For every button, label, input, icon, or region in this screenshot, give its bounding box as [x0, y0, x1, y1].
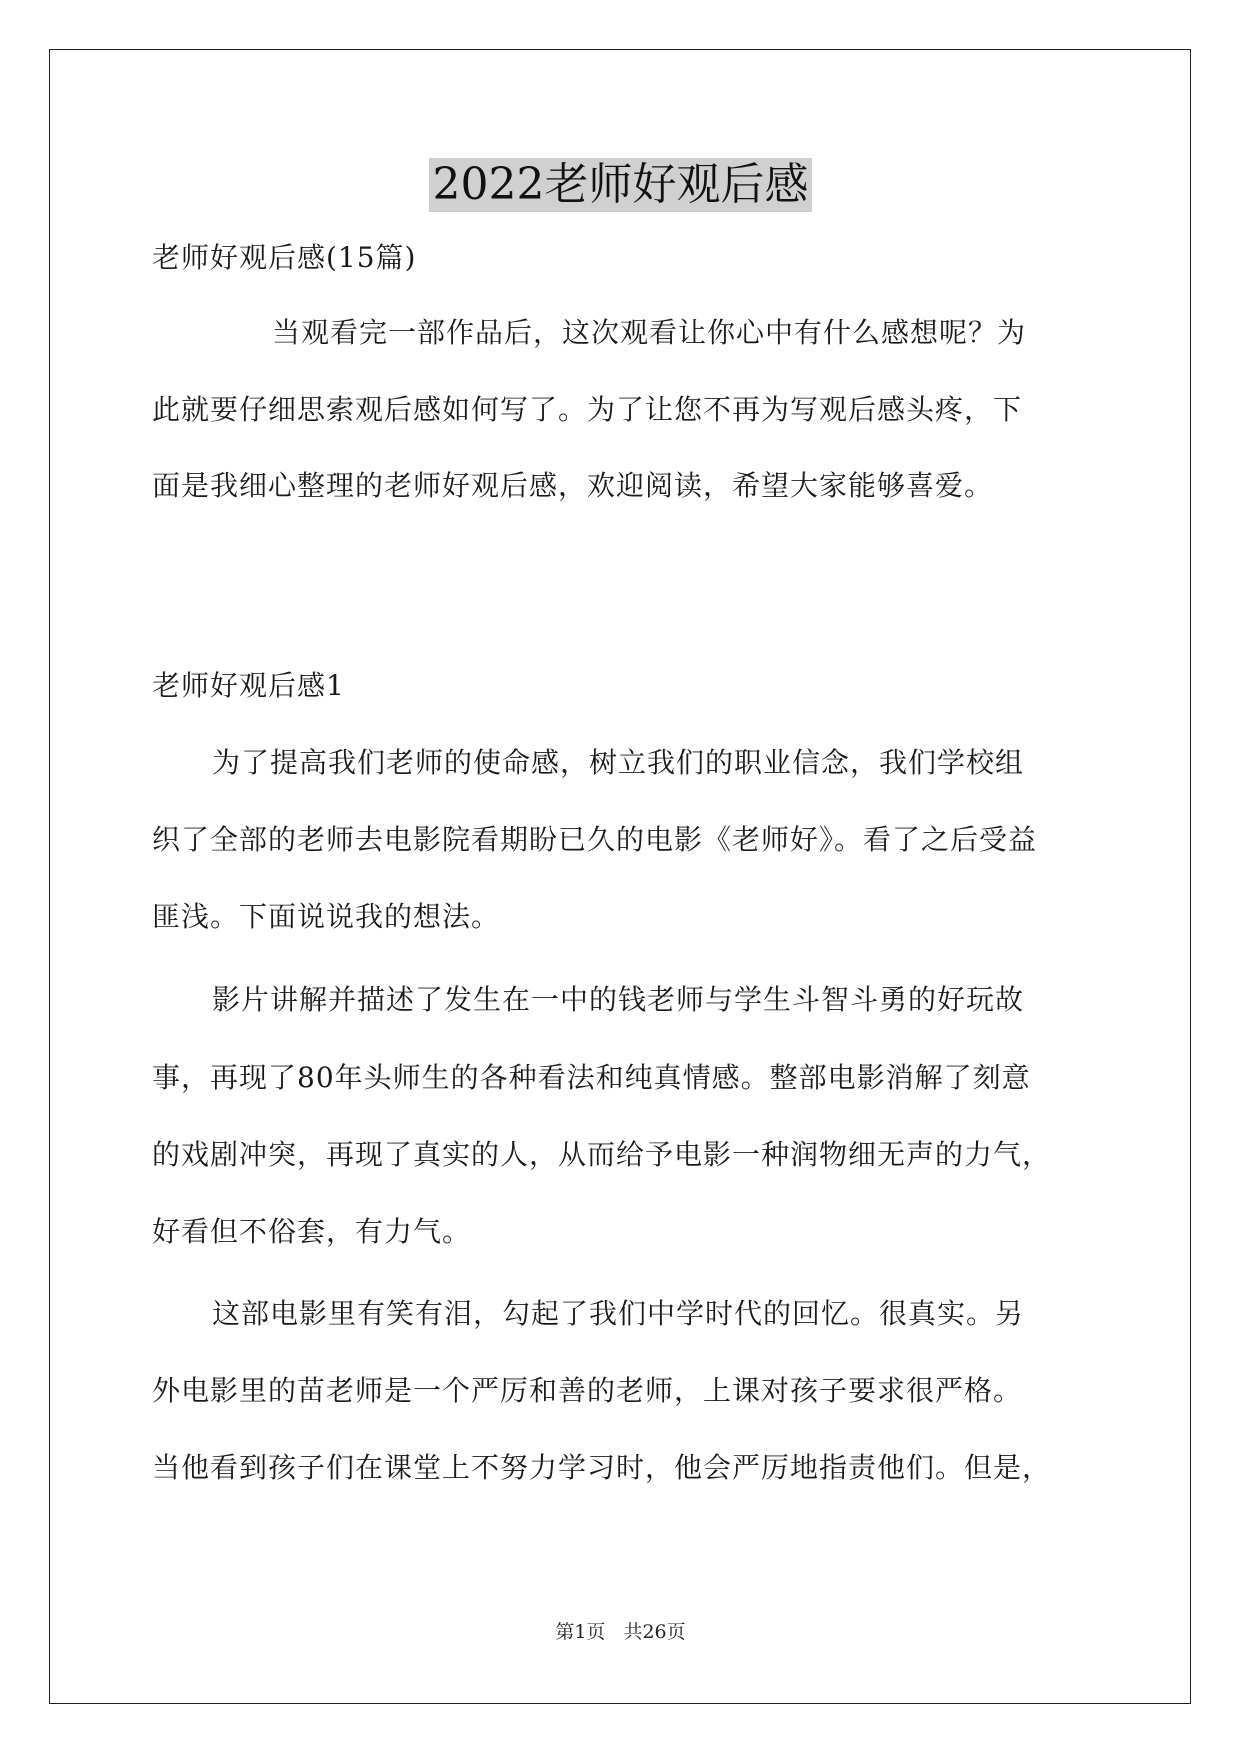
- intro-line: 当观看完一部作品后，这次观看让你心中有什么感想呢？为: [272, 316, 1027, 349]
- body-line: 匪浅。下面说说我的想法。: [152, 900, 501, 933]
- title-container: [0, 158, 1241, 212]
- body-line: 织了全部的老师去电影院看期盼已久的电影《老师好》。看了之后受益: [152, 823, 1038, 856]
- page-total: 共26页: [623, 1621, 686, 1643]
- document-title: 2022老师好观后感: [429, 158, 813, 212]
- intro-line: 此就要仔细思索观后感如何写了。为了让您不再为写观后感头疼，下: [152, 393, 1023, 426]
- body-line: 这部电影里有笑有泪，勾起了我们中学时代的回忆。很真实。另: [212, 1297, 1025, 1330]
- body-line: 的戏剧冲突，再现了真实的人，从而给予电影一种润物细无声的力气，: [152, 1138, 1052, 1171]
- body-line: 为了提高我们老师的使命感，树立我们的职业信念，我们学校组: [212, 746, 1025, 779]
- page-number: 第1页: [555, 1621, 606, 1643]
- body-line: 好看但不俗套，有力气。: [152, 1215, 472, 1248]
- document-subtitle: 老师好观后感(15篇): [152, 241, 417, 274]
- section-heading: 老师好观后感1: [152, 669, 345, 702]
- body-line: 外电影里的苗老师是一个严厉和善的老师，上课对孩子要求很严格。: [152, 1374, 1023, 1407]
- intro-line: 面是我细心整理的老师好观后感，欢迎阅读，希望大家能够喜爱。: [152, 469, 994, 502]
- body-line: 事，再现了80年头师生的各种看法和纯真情感。整部电影消解了刻意: [152, 1061, 1031, 1094]
- body-line: 当他看到孩子们在课堂上不努力学习时，他会严厉地指责他们。但是，: [152, 1451, 1052, 1484]
- body-line: 影片讲解并描述了发生在一中的钱老师与学生斗智斗勇的好玩故: [212, 983, 1025, 1016]
- page-footer: [0, 1617, 1241, 1644]
